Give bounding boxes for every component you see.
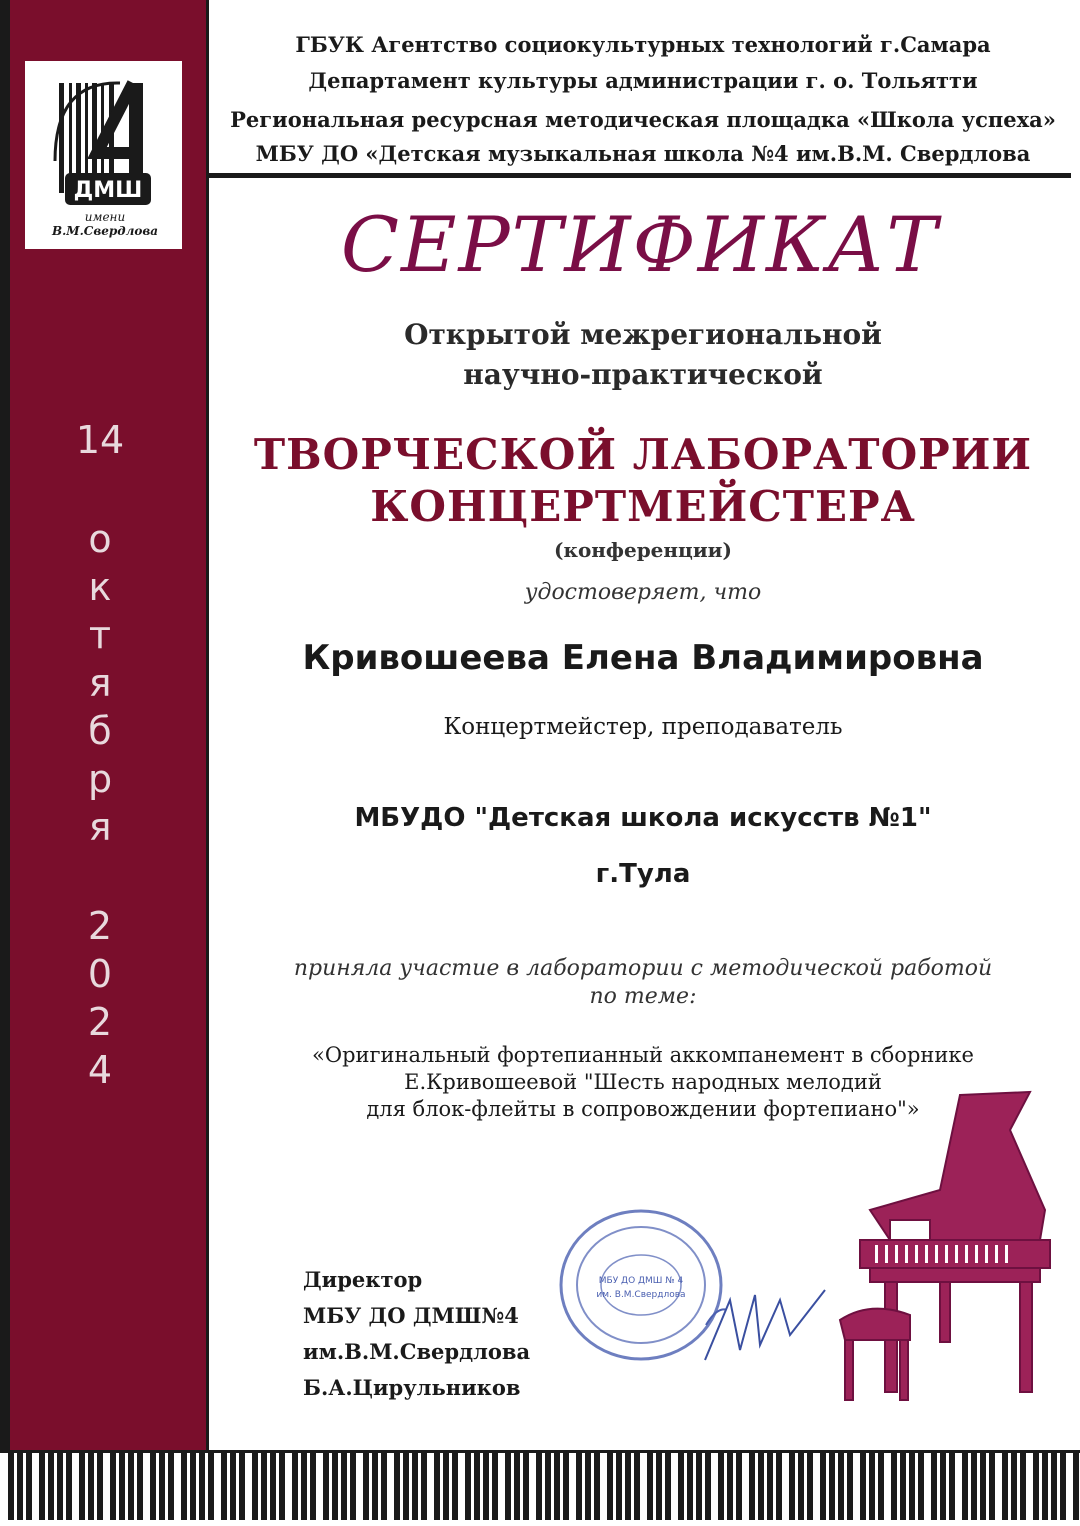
piano-key (727, 1450, 733, 1520)
month-letter: р (87, 757, 113, 801)
piano-key (665, 1450, 671, 1520)
piano-key (860, 1450, 866, 1520)
piano-key (79, 1450, 85, 1520)
piano-key (8, 1450, 14, 1520)
piano-key (292, 1450, 298, 1520)
piano-key (678, 1450, 684, 1520)
participation-line-2: по теме: (589, 984, 697, 1009)
year-digit: 2 (87, 904, 113, 948)
piano-key (381, 1450, 387, 1520)
month-letter: к (88, 565, 112, 609)
piano-key (492, 1450, 498, 1520)
piano-key (634, 1450, 640, 1520)
piano-key (820, 1450, 826, 1520)
stamp-center-line-1: МБУ ДО ДМШ № 4 (598, 1276, 684, 1286)
topic-line-1: «Оригинальный фортепианный аккомпанемент в сборнике (312, 1043, 974, 1067)
piano-key (350, 1450, 356, 1520)
piano-key (363, 1450, 369, 1520)
piano-key (1042, 1450, 1048, 1520)
piano-key (48, 1450, 54, 1520)
left-border (0, 0, 10, 1450)
piano-key (767, 1450, 773, 1520)
piano-key (199, 1450, 205, 1520)
piano-key (576, 1450, 582, 1520)
signature-title: Директор (303, 1267, 423, 1292)
piano-key (829, 1450, 835, 1520)
piano-key (798, 1450, 804, 1520)
piano-key (88, 1450, 94, 1520)
piano-key (789, 1450, 795, 1520)
piano-key (66, 1450, 72, 1520)
piano-key (119, 1450, 125, 1520)
piano-key (323, 1450, 329, 1520)
piano-key (137, 1450, 143, 1520)
piano-key (434, 1450, 440, 1520)
recipient-city: г.Тула (595, 859, 691, 889)
subtitle-line-1: Открытой межрегиональной (404, 318, 882, 351)
piano-key (625, 1450, 631, 1520)
piano-key (838, 1450, 844, 1520)
month-letter: б (88, 709, 112, 753)
piano-key (261, 1450, 267, 1520)
piano-key (1033, 1450, 1039, 1520)
month-letter: я (88, 805, 112, 849)
piano-key (1002, 1450, 1008, 1520)
signature-scribble (700, 1280, 840, 1370)
piano-key (421, 1450, 427, 1520)
logo-caption-top: имени (84, 210, 126, 224)
piano-key (208, 1450, 214, 1520)
piano-key (39, 1450, 45, 1520)
piano-key (150, 1450, 156, 1520)
logo-letters: ДМШ (73, 178, 143, 203)
school-logo (25, 61, 182, 249)
piano-key (332, 1450, 338, 1520)
piano-key (452, 1450, 458, 1520)
header-line-2: Департамент культуры администрации г. о. Тольятти (308, 68, 978, 93)
piano-key (980, 1450, 986, 1520)
piano-key (412, 1450, 418, 1520)
piano-key (505, 1450, 511, 1520)
logo-caption-bottom: В.М.Свердлова (51, 224, 159, 238)
date-day: 14 (75, 418, 125, 462)
piano-key (705, 1450, 711, 1520)
piano-key (962, 1450, 968, 1520)
piano-key (776, 1450, 782, 1520)
piano-key (310, 1450, 316, 1520)
piano-key (1011, 1450, 1017, 1520)
month-letter: о (88, 517, 112, 561)
certificate-title: СЕРТИФИКАТ (340, 200, 940, 289)
piano-key (252, 1450, 258, 1520)
topic-line-3: для блок-флейты в сопровождении фортепиано"» (366, 1097, 920, 1121)
piano-key (563, 1450, 569, 1520)
logo-piano-icon (25, 61, 182, 249)
piano-key (279, 1450, 285, 1520)
month-letter: я (88, 661, 112, 705)
piano-key (749, 1450, 755, 1520)
piano-key (900, 1450, 906, 1520)
certifies-text: удостоверяет, что (524, 580, 762, 605)
event-title-line-1: ТВОРЧЕСКОЙ ЛАБОРАТОРИИ (253, 430, 1033, 479)
piano-key (891, 1450, 897, 1520)
piano-key (17, 1450, 23, 1520)
event-note: (конференции) (554, 538, 732, 562)
piano-key (523, 1450, 529, 1520)
header-divider (209, 173, 1071, 178)
piano-key (341, 1450, 347, 1520)
recipient-organization: МБУДО "Детская школа искусств №1" (354, 803, 932, 833)
signature-org: МБУ ДО ДМШ№4 (303, 1303, 519, 1328)
year-digit: 0 (87, 952, 113, 996)
piano-key (616, 1450, 622, 1520)
piano-key (545, 1450, 551, 1520)
piano-key (718, 1450, 724, 1520)
piano-key (230, 1450, 236, 1520)
piano-key (949, 1450, 955, 1520)
piano-key (585, 1450, 591, 1520)
signature-block (303, 1262, 530, 1406)
piano-key (483, 1450, 489, 1520)
piano-key (514, 1450, 520, 1520)
piano-key (931, 1450, 937, 1520)
piano-key (128, 1450, 134, 1520)
piano-key (239, 1450, 245, 1520)
piano-key (940, 1450, 946, 1520)
piano-key (758, 1450, 764, 1520)
year-digit: 2 (87, 1000, 113, 1044)
piano-key (372, 1450, 378, 1520)
piano-key (159, 1450, 165, 1520)
piano-key (110, 1450, 116, 1520)
piano-key (465, 1450, 471, 1520)
event-title-line-2: КОНЦЕРТМЕЙСТЕРА (370, 482, 916, 531)
piano-key (394, 1450, 400, 1520)
stamp-center-line-2: им. В.М.Свердлова (596, 1290, 686, 1300)
header-line-4: МБУ ДО «Детская музыкальная школа №4 им.В.М. Свердлова (255, 141, 1031, 166)
piano-key (181, 1450, 187, 1520)
piano-key (687, 1450, 693, 1520)
piano-key (270, 1450, 276, 1520)
subtitle-line-2: научно-практической (463, 358, 823, 391)
piano-key (97, 1450, 103, 1520)
piano-key (221, 1450, 227, 1520)
piano-key (909, 1450, 915, 1520)
piano-key (807, 1450, 813, 1520)
date-year (60, 902, 140, 1094)
piano-key (168, 1450, 174, 1520)
piano-key (647, 1450, 653, 1520)
piano-key (656, 1450, 662, 1520)
piano-keys-strip (0, 1450, 1080, 1526)
piano-key (847, 1450, 853, 1520)
piano-key (1073, 1450, 1079, 1520)
piano-key (594, 1450, 600, 1520)
piano-key (554, 1450, 560, 1520)
piano-key (190, 1450, 196, 1520)
grand-piano-icon (830, 1090, 1060, 1420)
piano-key (878, 1450, 884, 1520)
piano-key (443, 1450, 449, 1520)
piano-key (403, 1450, 409, 1520)
piano-key (989, 1450, 995, 1520)
signature-org-name: им.В.М.Свердлова (303, 1339, 531, 1364)
year-digit: 4 (87, 1048, 113, 1092)
header-line-3: Региональная ресурсная методическая площадка «Школа успеха» (230, 107, 1056, 132)
recipient-name: Кривошеева Елена Владимировна (302, 638, 984, 678)
signature-person: Б.А.Цирульников (303, 1375, 521, 1400)
piano-key (474, 1450, 480, 1520)
header-line-1: ГБУК Агентство социокультурных технологий г.Самара (295, 32, 991, 57)
piano-key (26, 1450, 32, 1520)
piano-key (607, 1450, 613, 1520)
piano-key (918, 1450, 924, 1520)
participation-line-1: приняла участие в лаборатории с методической работой (293, 956, 993, 981)
topic-line-2: Е.Кривошеевой "Шесть народных мелодий (404, 1070, 882, 1094)
piano-key (736, 1450, 742, 1520)
piano-key (536, 1450, 542, 1520)
month-letter: т (88, 613, 112, 657)
piano-key (869, 1450, 875, 1520)
piano-key (301, 1450, 307, 1520)
piano-key (1020, 1450, 1026, 1520)
recipient-position: Концертмейстер, преподаватель (443, 714, 843, 740)
date-month (60, 515, 140, 851)
piano-key (1060, 1450, 1066, 1520)
piano-key (971, 1450, 977, 1520)
piano-key (57, 1450, 63, 1520)
piano-key (696, 1450, 702, 1520)
piano-key (1051, 1450, 1057, 1520)
